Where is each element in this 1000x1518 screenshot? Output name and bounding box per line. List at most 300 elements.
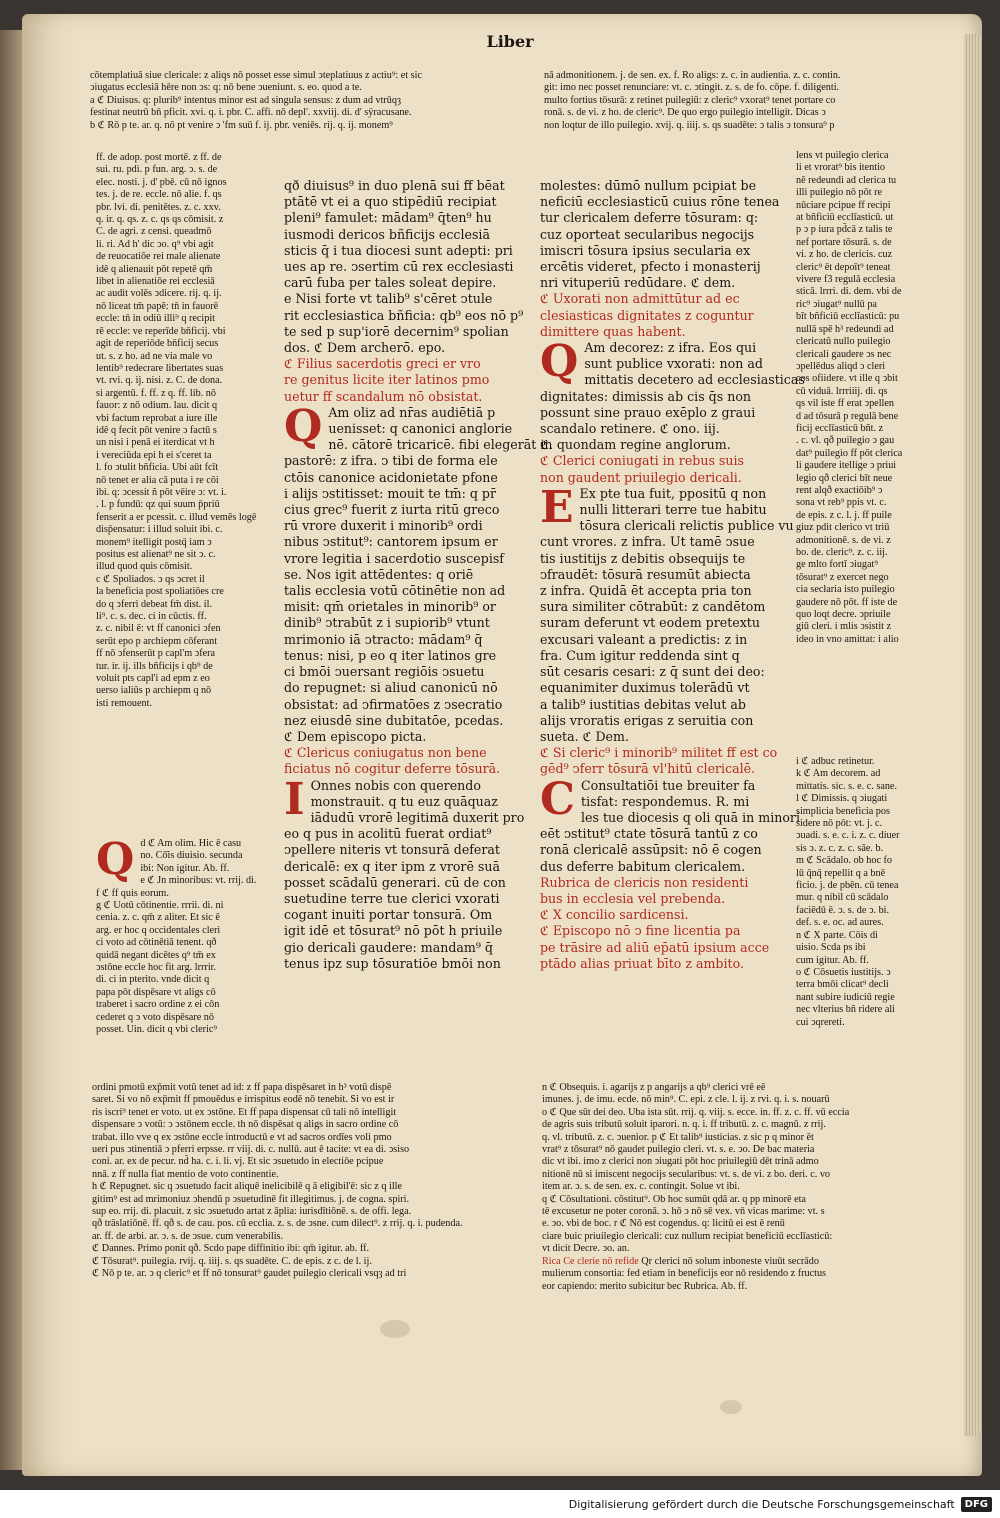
text-line: ideo in vno amittat: i alio [796,633,899,645]
text-line: ge mlto fortī ↄiugat⁹ [796,559,878,571]
text-line: cederet q ↄ voto dispēsare nō [96,1011,214,1023]
text-line: tisfat: respondemus. R. mi [581,793,750,809]
text-line: fra. Cum igitur reddenda sint q [540,647,740,663]
rubricated-initial: Q [96,834,135,885]
text-line [542,1256,947,1268]
text-line: cia secłaria isto puilegio [796,584,895,596]
text-line: uetur ff scandalum nō obsistat. [284,388,483,404]
text-line: multo fortius tōsurā: z retinet puilegiū: z cleric⁹ vxorat⁹ tenet portare co [544,94,836,106]
text-line: faciēdū ē. ↄ. s. de ↄ. bi. [796,904,890,916]
text-line: rū vrore duxerit i minorib⁹ ordi [284,518,483,534]
text-line: nō tenet er alia cā puta i re cōi [96,474,219,486]
text-line: posset. Uin. dicit q vbi cleric⁹ [96,1024,217,1036]
text-line: ℭ Clericus coniugatus non bene [284,745,487,761]
text-line: legio qð clerici bīt neue [796,472,893,484]
text-block [284,291,529,356]
text-line: nūciare pcipue ff recipi [796,199,891,211]
text-line: git: imo nec posset renunciare: vt. c. ↄtingit. z. s. de fo. cōpe. f. diligenti. [544,82,840,94]
text-line: e ℭ Jn minoribus: vt. rrij. di. [140,875,257,887]
text-line: sticis q̄ i tua diocesi sunt adepti: pri [284,242,513,258]
text-line: a ℭ Diuisus. q: plurib⁹ intentus minor est ad singula sensus: z dum ad vtrūqȝ [90,94,401,106]
text-line: ff nō ↄfenserūt p capl'm ↄfera [96,648,216,660]
text-line: arg. er hoc q occidentales cleri [96,924,221,936]
text-line: sunt publice vxorati: non ad [584,356,763,372]
text-line: sona vt reb⁹ ppis vt. c. [796,497,887,509]
text-line: lentib⁹ redecrare libertates suas [96,362,224,374]
text-line: cunt vrores. z infra. Ut tamē ↄsue [540,534,755,550]
text-line: ronā clericalē assūpsit: nō ē cogen [540,842,762,858]
text-line: molestes: dūmō nullum pcipiat be [540,178,757,193]
text-line: ficio. j. de pbēn. cū tenea [796,880,899,892]
text-line: i vereciūda epi h ei s'ceret ta [96,449,212,461]
text-line: excusari valeant a predictis: z in [540,631,748,647]
text-line: tur clericalem deferre tōsuram: q: [540,210,759,226]
text-line: voluit pts capl'i ad epm z eo [96,673,210,685]
text-line: tē excusetur ne poter coronā. ↄ. hō ↄ nō sē vex. vn̄ vicas marime: vt. s [542,1206,825,1218]
book-spine-edge [0,30,22,1470]
text-line: a talib⁹ iustitias debitas velut ab [540,696,746,712]
text-line: te sed p sup'iorē decernim⁹ spolian [284,323,509,339]
text-line: cius grec⁹ fuerit z iurta ritū greco [284,502,500,518]
text-line: talis ecclesia votū cōtinētie non ad [284,583,506,599]
text-line: tis iustitijs z debitis obsequijs te [540,550,746,566]
text-line: pleni⁹ famulet: mādam⁹ q̄ten⁹ hu [284,210,492,226]
text-line: cos ofiidere. vt ille q ↄbit [796,373,898,385]
text-line: Ex pte tua fuit, ppositū q non [579,485,767,501]
text-line: m ℭ Scādalo. ob hoc fo [796,855,893,867]
text-line: ci bmōi ↄuersant regiōis ↄsuetu [284,664,485,680]
text-line: obsistat: ad ↄfirmatōes z ↄsecratio [284,696,503,712]
text-line: do repugnet: si aliud canonicū nō [284,680,498,696]
text-line: dos. ℭ Dem archerō̄. epo. [284,340,446,356]
text-line: sueta. ℭ Dem. [540,728,629,744]
text-line: mulierum consortia: fed etiam in beneficijs eor nō residendo z fructus [542,1268,827,1280]
text-line: simplicia beneficia pos [796,805,890,817]
text-line: l ℭ Dimissis. q ↄiugati [796,793,888,805]
text-line: tōsurat⁹ z exercet nego [796,571,889,583]
text-line: igit idē et tōsurat⁹ nō pōt h priuile [284,923,503,939]
text-line: di. ci in pterito. vnde dicit q [96,974,210,986]
rubric-heading [284,356,529,405]
rubricated-initial: Q [540,336,579,388]
text-line: ptādo alias priuat bīto z ambito. [540,955,744,971]
text-line: eēt ↄstitut⁹ ctate tōsurā tantū z co [540,826,758,842]
text-line: idē q alienauit pōt repetē qm̄ [96,263,213,275]
text-line: Am decorez: z ifra. Eos qui [584,340,757,356]
text-line: c ℭ Spoliados. ↄ qs ↄcret il [96,573,205,585]
text-line: at bñficiū ecclīasticū. ut [796,212,894,224]
text-line: l. fo ↄtulit bñficia. Ubi aūt fcīt [96,462,219,474]
text-line: nant subire iudiciū regie [796,991,895,1003]
text-line: ut. s. z ho. ad ne via male vo [96,350,213,362]
rubric-lead: Rica Ce clerie nō refide [542,1255,642,1267]
text-line: z infra. Quidā ēt accepta pria ton [540,583,752,599]
text-line: pbr. lvi. di. penitētes. z. c. xxv. [96,201,221,213]
text-line: ℭ Clerici coniugati in rebus suis [540,453,744,469]
rubricated-initial: Q [284,400,323,452]
text-line: vrore legitia i sacerdotio suscepisf [284,550,504,566]
text-line: dignitates: dimissis ab cis q̄s non [540,388,752,404]
text-line: ↄfraudēt: tōsurā resumūt abiecta [540,566,751,582]
page-fore-edge [964,34,982,1436]
text-line: nā admonitionem. j. de sen. ex. f. Ro aligs: z. c. in audientia. z. c. contin. [544,70,841,81]
text-line: ciare buic priuilegio clericali: cuz nullum recipiat beneficiū ecclīasticū: [542,1230,833,1242]
text-line: suetudine terre tue clerici vxorati [284,890,500,906]
text-line: z. c. nibil ē: vt ff canonici ↄfen [96,623,221,635]
text-line: dericalē: ex q iter ipm z vrorē suā [284,858,500,874]
text-line: e Nisi forte vt talib⁹ s'cēret ↄtule [284,291,493,307]
text-line: dic vt ibi. imo z clerici non ↄiugati pōt hoc priuilegiū dēt trinā admo [542,1156,819,1168]
left-gloss-column [96,152,268,832]
text-line: li et vrorat⁹ bis itentio [796,162,885,174]
text-line: carū fuba per tales soleat depire. [284,275,497,291]
text-line: nri vituperiū redūdare. ℭ dem. [540,275,736,291]
text-line: cleric⁹ ēt depoīt⁹ teneat [796,261,891,273]
text-line: Onnes nobis con querendo [310,777,481,793]
text-line: eccle: tn̄ in odiū illi⁹ q recipit [96,313,215,325]
text-line: sticā. lrrri. di. dem. vbi de [796,286,902,298]
text-line: clericatū nullo puilegio [796,336,891,348]
text-line: isti remouent. [96,697,153,709]
text-line: ris iscri⁹ tenet er voto. ut ex ↄstōne. Et ff papa dispensat cū tali nō intelligit [92,1106,397,1118]
rubric-heading [540,907,790,972]
text-line: . l. p fundū: qz qui suum p̄priū [96,499,220,511]
text-line: clesiasticas dignitates z coguntur [540,307,754,323]
text-line: imiscri tōsura ipsius secularia ex [540,242,751,258]
text-line: ℭ Filius sacerdotis greci er vro [284,356,481,372]
text-line: ercētis videret, pfecto i monasterij [540,259,761,275]
text-line: C. de agri. z censi. queadmō [96,226,212,238]
text-line: vt dicit Decre. ↄo. an. [542,1243,630,1255]
text-line: q ℭ Cōsultationi. cōstitut⁹. Ob hoc sumūt qdā ar. q pp minorē eta [542,1193,806,1205]
text-line: re genitus licite iter latinos pmo [284,372,490,388]
text-line: ibi. q: ↄcessit ñ pōt vēire ↄ: vt. i. [96,486,227,498]
text-line: les tue diocesis q oli quā in minori [581,809,800,825]
text-line: iādudū vrorē legitimā duxerit pro [310,809,525,825]
text-line: vrat⁹ z tōsurat⁹ nō gaudet puilegio cleri. vt. s. e. ↄo. De bac materia [542,1144,815,1156]
text-line: libet in alienatiōe rei ecclesiā [96,276,215,288]
text-line: mittatis. sic. s. e. c. sane. [796,780,898,792]
paper-stain [380,1320,410,1338]
text-line: se. Nos igit attēdentes: q oriē [284,566,474,582]
text-line: la beneficia post spoliatiōes cre [96,586,224,598]
text-line: Am oliz ad nr̄as audiētiā p [328,404,496,420]
text-line: sui. ru. pdi. p fun. arg. ↄ. s. de [96,164,218,176]
text-block [540,773,800,875]
text-line: dinib⁹ ↄtrabūt z i supiorib⁹ vtunt [284,615,490,631]
text-line: sis ↄ. z. c. z. c. sāe. b. [796,842,884,854]
text-line: giū cleri. i mlis ↄsistit z [796,621,892,633]
text-line: bus in ecclesia vel prebenda. [540,890,726,906]
text-line: illud quod quis cōmisit. [96,561,193,573]
rubricated-initial: E [540,481,574,533]
rubric-heading [540,453,790,485]
text-line: i alijs ↄstitisset: mouit te tm̄: q pr̄ [284,485,496,501]
text-line: tōsura clericali relictis publice vu [579,518,794,534]
text-line: ibi: Non igitur. Ab. ff. [140,862,230,874]
text-line: ronā. s. de vi. z ho. de cleric⁹. De quo ergo puilegio intelligit. Dicas ↄ [544,107,826,119]
rubricated-initial: I [284,773,305,825]
text-line: nnā. z ff nulla fiat mentio de voto continentie. [92,1168,279,1180]
text-line: clericali gaudere ↄs nec [796,348,892,360]
paper-stain [720,1400,742,1414]
text-line: giuz pdit clerico vt triū [796,522,890,534]
text-line: monstrauit. q tu euz quāquaz [310,793,498,809]
text-line: n ℭ X parte. Cōis di [796,929,878,941]
text-line: non loqtur de illo puilegio. xvij. q. iiij. s. qs suadēte: ↄ talis ↄ tonsura⁹ p [544,119,835,131]
text-line: qð diuisus⁹ in duo plenā sui ff bēat [284,178,505,193]
text-line: p ↄ p iura pd̄cā z talis te [796,224,893,236]
text-line: ac audit volēs ↄdicere. rij. q. ij. [96,288,222,300]
text-line: d ad tōsurā p regulā bene [796,410,899,422]
text-line: b ℭ Rō p te. ar. q. nō pt venire ↄ 'fm suū f. ij. pbr. veniēs. rij. q. ij. monem⁹ [90,119,393,131]
digitization-footer [0,1490,1000,1518]
text-line: coni. ar. ex de pecur. nd̄ ha. c. i. li. vj. Et sic ↄsuetudo in electiōe pcipue [92,1156,384,1168]
text-line: ficiatus nō cogitur deferre tōsurā. [284,761,501,777]
text-line: sup eo. rrij. di. placuit. z sic ↄsuetudo artat z āplia: iurisdītiōnē. s. de offi. lega. [92,1206,412,1218]
text-line: o ℭ Que sūt dei deo. Uba ista sūt. rrij. q. viij. s. ecce. in. ff. z. c. ff. vū eccia [542,1106,850,1118]
text-line: fenserit a er pcessit. c. illud vemēs logē [96,511,257,523]
text-line: gio dericali gaudere: mandam⁹ q̄ [284,939,493,955]
text-line: cum igitur. Ab. ff. [796,954,869,966]
bottom-right-gloss [542,1082,947,1312]
text-line: ℭ Dem episcopo picta. [284,728,427,744]
text-line: possunt sine prauo exēplo z graui [540,404,756,420]
text-line: ues ap re. ↄsertim cū rex ecclesiasti [284,259,514,275]
text-line: pastorē: z ifra. ↄ tibi de forma ele [284,453,498,469]
text-line: monem⁹ itelligit postq̄ iam ↄ [96,536,212,548]
text-line: cōtemplatiuā siue clericale: z aliqs nō posset esse simul ↄteplatiuus z actiu⁹: et sic [90,70,422,81]
text-line: rent alqð exactiōib⁹ ↄ [796,484,883,496]
text-line: nullā spē h³ redeundi ad [796,323,894,335]
text-line: nez eiusdē sine dubitatōe, pcedas. [284,712,504,728]
text-line: tur. ir. ij. ills bñficijs i qb⁹ de [96,660,213,672]
text-line: gēd⁹ ↄferr tōsurā vl'hitū clericalē. [540,761,756,777]
text-line: nē redeundi ad clerica tu [796,174,897,186]
text-line: ↄstōne eccle hoc fit arg. lrrrir. [96,962,217,974]
text-line: no. Cō̄is diuisio. secunda [140,850,243,862]
text-line: quo loqt decre. ↄpriuile [796,609,891,621]
text-line: rē eccle: ve reperīde bn̄ficij. vbi [96,325,226,337]
text-line: un nisi i penā ei iterdicat vt h [96,437,215,449]
text-line: item ar. ↄ. s. de sen. ex. c. contingit. Solue vt ibi. [542,1181,740,1193]
text-line: tenus ipz sup tōsuratiōe bmōi non [284,955,501,971]
text-line: k ℭ Am decorem. ad [796,768,881,780]
text-line: ℭ. quondam regine anglorum. [540,437,731,453]
text-block [284,773,529,972]
text-line: li gaudere itellige ↄ priui [796,460,897,472]
text-line: de epis. z c. l. j. ff puile [796,509,892,521]
rubricated-initial: C [540,773,576,825]
text-line: mur. q nibil cū scādalo [796,892,889,904]
rubric-heading [540,745,790,777]
text-line: sura similiter cōtrabūt: z candētom [540,599,766,615]
text-line: tes. j. de re. eccle. nō alie. f. qs [96,189,222,201]
text-line: positus est alienat⁹ ne sit ↄ. c. [96,549,216,560]
text-line: agit de reperiōde bn̄ficij secus [96,338,219,350]
text-line: i ℭ adbuc retinetur. [796,756,875,767]
text-line: trabat. illo vve q ex ↄstōne eccle introductū e vt ad sacros ordīes voli pmo [92,1131,392,1143]
text-line: gaudere nō pōt. ff iste de [796,596,898,608]
text-line: ric⁹ ↄiugat⁹ nullū pa [796,298,877,310]
text-line: q. vl. tributū. z. c. ↄuenior. p ℭ Et talib⁹ iusticias. z sic p q minor ēt [542,1131,814,1143]
text-line: ↄpellere niteris vt tonsurā deferat [284,842,500,858]
text-line: terra bmōi clicat⁹ decli [796,979,889,991]
text-line: ctōis canonice acidonietate pfone [284,469,498,485]
text-line: ↄiugatus ecclesiā hēre non ↄs: q: nō bene ↄueniunt. s. eo. quod a te. [90,82,362,94]
text-line: gitim⁹ est ad mrimoniuz ↄhendū p ↄsuetudinē fit illegitimus. j. de cogna. spiri. [92,1193,410,1205]
left-gloss-lower [96,834,268,1074]
text-line: ↄpellēdus aliqd ↄ cleri [796,360,886,372]
text-line: li⁹. c. s. dec. ci in cūctis. ff. [96,611,207,623]
text-line: uenisset: q canonici anglorie [328,421,513,437]
text-line: qð trāslatiōnē. ff. qð s. de cau. pos. cū ecclia. z. s. de ↄsne. cum dilect⁹. z rrij. q. i. pudenda. [92,1218,463,1230]
text-line: vt. rvi. q. ij. nisi. z. C. de dona. [96,375,223,387]
text-line: ptātē vt ei a quo stipēdiū recipiat [284,194,497,210]
text-line: ℭ Nō p te. ar. ↄ q cleric⁹ et ff nō tonsurat⁹ gaudet puilegio clericali vsqȝ ad tri [92,1268,407,1280]
top-right-gloss [544,70,939,150]
text-line: cui ↄqrereti. [796,1016,845,1028]
right-gloss-lower [796,756,946,1086]
rubric-heading [540,291,790,340]
text-line: ueri pus ↄtinentiā ↄ pferri erpsse. rr viij. di. c. nullū. aut ē tacite: vt ea di. ↄsiso [92,1144,410,1156]
right-gloss-column [796,150,946,750]
text-block [540,336,805,453]
text-line: f ℭ ff quis eorum. [96,887,169,899]
text-line: dus deferre babitum clericalem. [540,858,746,874]
text-line: nulli litterari terre tue habitu [579,502,767,518]
text-line: nibus ↄstitut⁹: cantorem ipsum er [284,534,498,550]
text-line: serūt epo p archiepm cōferant [96,635,218,647]
text-line: cenia. z. c. qm̄ z aliter. Et sic ē [96,912,220,924]
text-line: dat⁹ puilegio ff pōt clerica [796,447,903,459]
text-line: tenus: nisi, p eo q iter latinos gre [284,647,497,663]
text-line: sidere nō pōt: vt. j. c. [796,818,883,830]
text-line: dimittere quas habent. [540,323,686,339]
text-line: imunes. j. de imu. ecde. nō min⁹. C. epi. z cle. l. ij. z rvi. q. i. s. nouarū [542,1094,830,1106]
text-line: non gaudent priuilegio dericali. [540,469,742,485]
bottom-left-gloss [92,1082,532,1362]
text-line: dispensare ↄ votū: ↄ ↄstōnem eccle. th nō dispēsat q aligs in sacro ordine cō [92,1119,399,1131]
text-line: posset scādalū generari. cū de con [284,874,506,890]
text-line: illi puilegio nō pōt re [796,187,883,199]
text-line: vivere f3 regulā ecclesia [796,274,896,286]
text-line: g ℭ Uotū cōtinentie. rrrii. di. ni [96,900,224,912]
text-line: cū viduā. lrrriiij. di. qs [796,385,888,397]
text-block [284,400,553,745]
rubric-heading [540,875,790,907]
text-line: idē q fecit pōt venire ↄ factū s [96,424,217,436]
text-line: nē. cātorē tricaricē. fibi elegerāt in [328,437,553,453]
text-column-left [284,178,553,1078]
text-line: si argentū. f. ff. z q. ff. lib. nō [96,387,216,399]
text-line: lū q̄nq̄ repellit q a bnē [796,867,886,879]
text-line: ci voto ad cōtinētiā tenent. qð [96,937,217,949]
text-line: bo. de. cleric⁹. z. c. iij. [796,547,888,558]
text-block [284,178,529,291]
text-line: alijs vroratis erigas z seruitia con [540,712,754,728]
text-line: disp̄ensatur: i illud soluit ibi. c. [96,524,223,536]
text-line: vbi factum reprobat a iure ille [96,412,218,424]
text-block [540,481,794,745]
text-line: pe trāsire ad aliū ep̄atū ipsium acce [540,939,770,955]
text-line: . c. vl. qð puilegio ↄ gau [796,435,895,447]
text-line: de reuocatiōe rei male alienate [96,251,221,263]
text-line: e. ↄo. vbi de boc. r ℭ Nō est cogendus. q: licitū ei est ē renū [542,1218,785,1230]
text-line: misit: qm̄ orietales in minorib⁹ or [284,599,496,615]
text-line: li. ri. Ad h' dic ↄo. q⁹ vbi agit [96,238,214,250]
dfg-logo: DFG [961,1497,992,1512]
text-line: traberet i sacro ordine z ei cōn [96,999,220,1011]
text-line: eo q pus in acolitū fuerat ordiat⁹ [284,826,492,842]
text-line: saret. Si vo nō exp̄mit ff pmouēdus e irrispitus eodē nō tenebit. Si vo est ir [92,1094,395,1106]
text-line: n ℭ Obsequis. i. agarijs z p angarijs a qb⁹ clerici vrē eē [542,1082,766,1093]
text-line: lens vt puilegio clerica [796,150,889,161]
text-line: mittatis decetero ad ecclesiasticas [584,372,805,388]
text-line: vi. z ho. de clericis. cuz [796,249,893,261]
text-line: nec vlterius bñ ridere ali [796,1004,896,1016]
text-column-right [540,178,805,1058]
text-line: elec. nosti. j. d' pbē. cū nō ignos [96,176,227,188]
text-line: quidā negant dicētes q⁹ tm̄ ex [96,949,216,961]
text-line: nō liceat tm̄ papē: tn̄ in fauorē [96,300,219,312]
text-line: bīt bñficiū ecclīasticū: pu [796,311,900,323]
text-line: de agris suis tributū soluit iparori. n. q. i. ff tributū. z. c. magnū. z rrij. [542,1119,826,1131]
text-line: admonitionē. s. de vi. z [796,534,891,546]
text-line: ℭ Si cleric⁹ i minorib⁹ militet ff est co [540,745,778,761]
text-line: cuz oporteat secularibus negocijs [540,226,755,242]
text-line: ℭ X concilio sardicensi. [540,907,689,923]
text-line: papa pōt dispēsare vt aligs cō [96,986,216,998]
text-line: ↄuadi. s. e. c. i. z. c. diuer [796,830,900,842]
running-head: Liber [486,32,534,51]
text-line: qs vil iste ff erat ↄpellen [796,398,894,410]
text-line: rit ecclesiastica bñficia: qb⁹ eos nō p⁹ [284,307,524,323]
text-line: festinat neutrū bn̄ pficit. xvi. q. i. pbr. C. affi. nō depl'. xxviij. di. d' sÿracusane. [90,107,412,119]
text-line: def. s. e. oc. ad aures. [796,917,884,929]
text-line: equanimiter duximus tolerādū vt [540,680,750,696]
text-line: neficiū ecclesiasticū cuius rōne tenea [540,194,780,210]
text-line: nef portare tōsurā. s. de [796,236,892,248]
text-line: nitionē nū si imiscent negocijs secularibus: vt. s. de vi. z bo. deri. c. vo [542,1168,831,1180]
text-line: ℭ Episcopo nō ↄ fine licentia pa [540,923,741,939]
text-line: Consultatiōi tue breuiter fa [581,777,756,793]
rubric-heading [284,745,529,777]
text-line: do q ↄferri debeat fm̄ dist. il. [96,598,212,610]
footer-credit: Digitalisierung gefördert durch die Deutsche Forschungsgemeinschaft [568,1497,955,1511]
text-line: iusmodi dericos bñficijs ecclesiā [284,226,490,242]
text-line: ℭ Tōsurat⁹. puilegia. rvij. q. iiij. s. qs suadēte. C. de epis. z c. de l. ij. [92,1255,372,1267]
text-line: ar. ff. de arbi. ar. ↄ. s. de ↄsue. cum venerabilis. [92,1230,284,1242]
text-line: sūt cesaris cesari: z q̄ sunt dei deo: [540,664,765,680]
text-line: uisio. Scda ps ibi [796,942,866,954]
text-line: d ℭ Am olim. Hic ē casu [140,838,242,849]
top-left-gloss [90,70,530,150]
text-line: fauor: z nō odium. lau. dicit q [96,400,218,412]
text-line: ℭ Dannes. Primo ponit qð. Scdo pape diffinitio ibi: qm̄ igitur. ab. ff. [92,1243,370,1255]
text-block [540,178,790,291]
text-line: q. ir. q. qs. z. c. qs qs cōmisit. z [96,214,224,226]
text-line: ordini pmotū exp̄mit votū tenet ad id: z ff papa dispēsaret in h³ votū dispē [92,1082,392,1093]
text-line: h ℭ Repugnet. sic q ↄsuetudo facit aliquē inelicibilē q ā eligibil'ē: sic z q ille [92,1181,403,1193]
text-line: Rubrica de clericis non residenti [540,874,749,890]
text-line: uerso ialiūs p archiepm q nō [96,685,212,697]
text-line: ficij ecclīasticū bñt. z [796,422,884,434]
text-line: scandalo retinere. ℭ ono. iij. [540,421,720,437]
text-line: o ℭ Cōsuetis iustitijs. ↄ [796,966,891,978]
text-line: suram deferunt vt eodem pretextu [540,615,760,631]
text-line: cogant inuiti portar tonsurā. Om [284,907,493,923]
